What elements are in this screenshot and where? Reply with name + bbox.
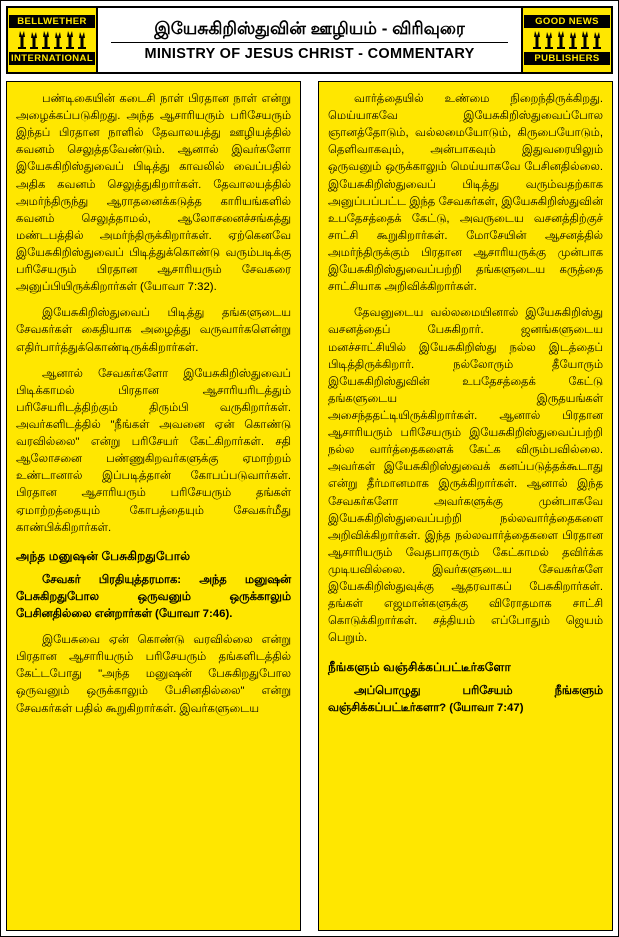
title-english: MINISTRY OF JESUS CHRIST - COMMENTARY bbox=[144, 46, 475, 63]
right-logo bbox=[521, 6, 613, 74]
right-column bbox=[318, 81, 613, 931]
body-columns bbox=[6, 81, 613, 931]
left-logo bbox=[6, 6, 98, 74]
torch-emblem-icon bbox=[524, 29, 610, 51]
title-divider bbox=[111, 42, 509, 43]
scripture-quote: சேவகர் பிரதியுத்தரமாக: அந்த மனுஷன் பேசுகிறதுபோல ஒருவனும் ஒருக்காலும் பேசினதில்லை என்றார்கள் (யோவா 7:46). bbox=[16, 573, 291, 620]
right-logo-line1: GOOD NEWS bbox=[524, 15, 610, 28]
right-logo-line2: PUBLISHERS bbox=[524, 52, 610, 65]
left-column bbox=[6, 81, 301, 931]
left-logo-line1: BELLWETHER bbox=[9, 15, 95, 28]
torch-emblem-icon bbox=[9, 29, 95, 51]
right-column-subheading: நீங்களும் வஞ்சிக்கப்பட்டீர்களோ bbox=[328, 659, 511, 674]
left-logo-line2: INTERNATIONAL bbox=[10, 53, 94, 64]
left-column-subheading: அந்த மனுஷன் பேசுகிறதுபோல் bbox=[16, 548, 191, 563]
paragraph: தேவனுடைய வல்லமையினால் இயேசுகிறிஸ்து வசனத்தைப் பேசுகிறார். ஜனங்களுடைய மனச்சாட்சியில் இயேசுகிறிஸ்து நல்ல இடத்தைப் பிடித்திருக்கிறார். நல்லோரும் தீயோரும் இயேசுகிறிஸ்துவின் உபதேசத்தைக் கேட்டு தங்களுடைய இருதயங்கள் அசைந்ததட்டியிருக்கிறார்கள். ஆனால் பிரதான ஆசாரியரும் பரிசேயரும் இயேசுகிறிஸ்துவைப்பற்றி நல்ல வார்த்தைகளைக் கேட்க விரும்பவில்லை. அவர்கள் இயேசுகிறிஸ்துவைக் கனப்படுத்தக்கூடாது என்று தீர்மானமாக இருக்கிறார்கள். ஆனால் இந்த சேவகர்களோ அவர்களுக்கு முன்பாகவே இயேசுகிறிஸ்துவைப்பற்றி நல்லவார்த்தைகளை அறிவிக்கிறார்கள். இந்த நல்லவார்த்தைகளை பிரதான ஆசாரியரும் வேதபாரகரும் கேட்காமல் தவிர்க்க முடியவில்லை. இவர்களுடைய சேவகர்களே இயேசுகிறிஸ்துவுக்கு ஆதரவாகப் பேசுகிறார்கள். தங்கள் எஜமான்களுக்கு விரோதமாக சாட்சி கொடுக்கிறார்கள். சத்தியம் எப்போதும் ஜெயம் பெறும். bbox=[328, 307, 603, 645]
paragraph: பண்டிகையின் கடைசி நாள் பிரதான நாள் என்று அழைக்கப்படுகிறது. அந்த ஆசாரியரும் பரிசேயரும் இந்தப் பிரதான நாளில் தேவாலயத்து ஊழியத்தில் கவனம் செலுத்தவேண்டும். ஆனால் இவர்களோ இயேசுகிறிஸ்துவைப் பிடித்து காவலில் வைப்பதில் அதிக கவனம் செலுத்துகிறார்கள். தேவாலயத்தில் அமர்ந்திருந்து ஆராதனைக்கடுத்த காரியங்களில் கவனம் செலுத்தாமல், ஆலோசனைச்சங்கத்து மண்டபத்தில் அமர்ந்திருக்கிறார்கள். ஏற்கெனவே இயேசுகிறிஸ்துவைப் பிடித்துக்கொண்டு வரும்படிக்கு பரிசேயரும் பிரதான ஆசாரியரும் சேவகரை அனுப்பியிருக்கிறார்கள் (யோவா 7:32). bbox=[16, 93, 291, 294]
title-tamil: இயேசுகிறிஸ்துவின் ஊழியம் - விரிவுரை bbox=[154, 18, 465, 38]
scripture-quote: அப்பொழுது பரிசேயம் நீங்களும் வஞ்சிக்கப்பட்டீர்களா? (யோவா 7:47) bbox=[328, 684, 603, 714]
paragraph: இயேசுவை ஏன் கொண்டு வரவில்லை என்று பிரதான ஆசாரியரும் பரிசேயரும் தங்களிடத்தில் கேட்டபோது "அந்த மனுஷன் பேசுகிறதுபோல ஒருவனும் ஒருக்காலும் பேசினதில்லை" என்று சேவகர்கள் பதில் கூறுகிறார்கள். இவர்களுடைய bbox=[16, 634, 291, 715]
paragraph: ஆனால் சேவகர்களோ இயேசுகிறிஸ்துவைப் பிடிக்காமல் பிரதான ஆசாரியரிடத்தும் பரிசேயரிடத்திற்கும் திரும்பி வருகிறார்கள். அவர்களிடத்தில் "நீங்கள் அவனை ஏன் கொண்டு வரவில்லை" என்று பரிசேயர் கேட்கிறார்கள். சதி ஆலோசனை பண்ணுகிறவர்களுக்கு ஏமாற்றம் உண்டானால் இப்படித்தான் கோபப்படுவார்கள். பிரதான ஆசாரியரும் பரிசேயரும் தங்கள் ஏமாற்றத்தையும் கோபத்தையும் சேவகர்மீது காண்பிக்கிறார்கள். bbox=[16, 367, 291, 534]
paragraph: இயேசுகிறிஸ்துவைப் பிடித்து தங்களுடைய சேவகர்கள் கைதியாக அழைத்து வருவார்களென்று எதிர்பார்த்துக்கொண்டிருக்கிறார்கள். bbox=[16, 307, 291, 354]
page-header bbox=[6, 6, 613, 74]
paragraph: வார்த்தையில் உண்மை நிறைந்திருக்கிறது. மெய்யாகவே இயேசுகிறிஸ்துவைப்போல ஞானத்தோடும், வல்லமையோடும், கிருபையோடும், தெளிவாகவும், அன்பாகவும் இதுவரையிலும் ஒருவனும் ஒருக்காலும் மெய்யாகவே பேசினதில்லை. இயேசுகிறிஸ்துவைப் பிடித்து வரும்வதற்காக அனுப்பப்பட்ட இந்த சேவகர்கள், இயேசுகிறிஸ்துவின் உபதேசத்தைக் கேட்டு, அவருடைய வசனத்திற்குச் சாட்சி கூறுகிறார்கள். மோசேயின் ஆசனத்தில் அமர்ந்திருக்கும் பிரதான ஆசாரியருக்கு முன்பாக இயேசுகிறிஸ்துவைப்பற்றி தங்களுடைய கருத்தை சாட்சியாக அறிவிக்கிறார்கள். bbox=[328, 93, 603, 294]
page-title bbox=[98, 6, 521, 74]
